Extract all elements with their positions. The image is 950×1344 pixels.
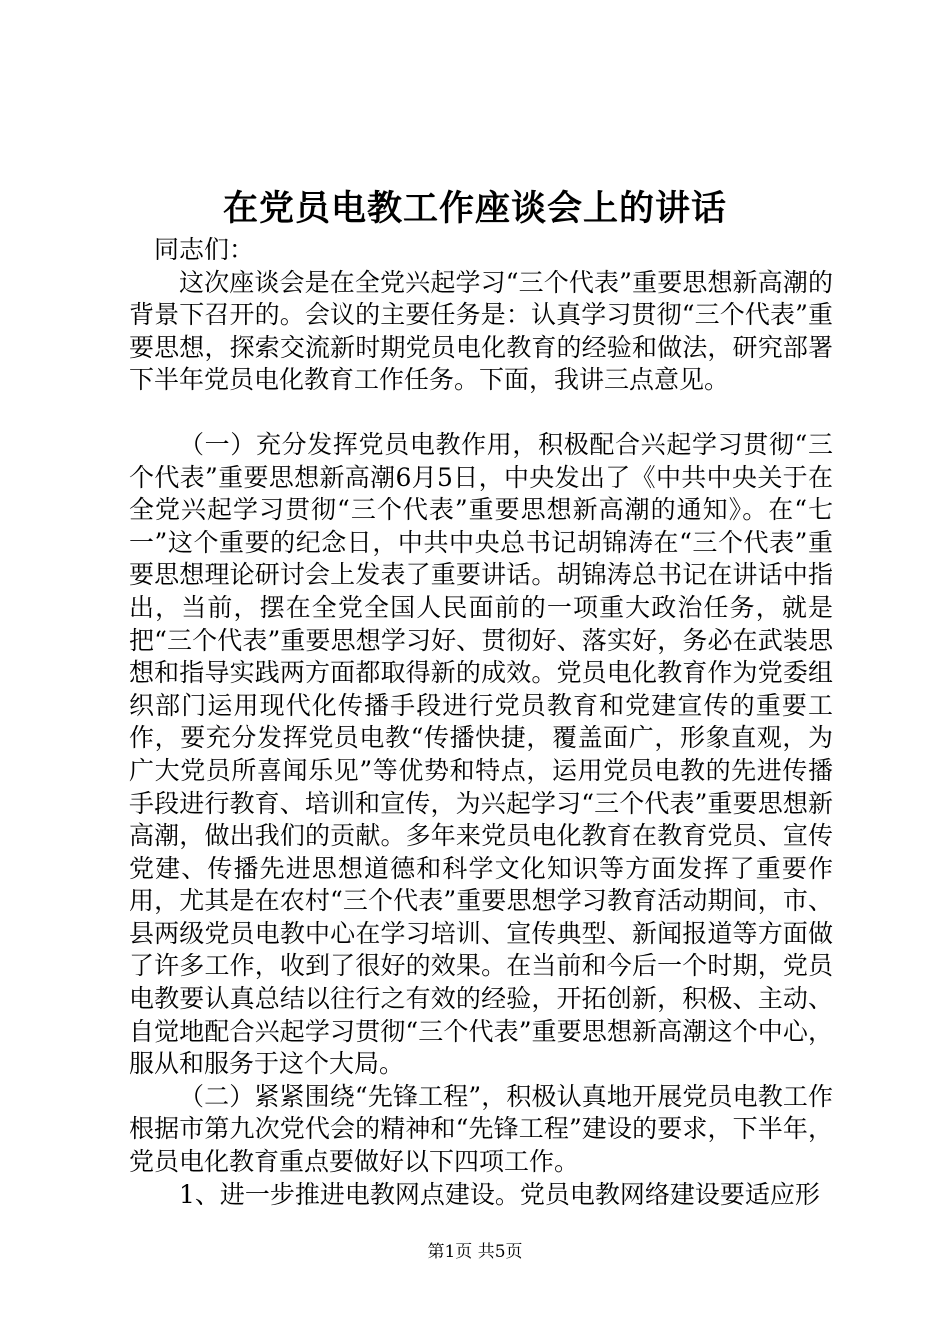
document-body (129, 234, 833, 1211)
salutation: 同志们： (154, 235, 255, 264)
paragraph-section-two: （二）紧紧围绕“先锋工程”，积极认真地开展党员电教工作根据市第九次党代会的精神和“先锋工程”建设的要求，下半年，党员电化教育重点要做好以下四项工作。 (129, 1081, 833, 1177)
paragraph-section-one: （一）充分发挥党员电教作用，积极配合兴起学习贯彻“三个代表”重要思想新高潮6月5日，中央发出了《中共中央关于在全党兴起学习贯彻“三个代表”重要思想新高潮的通知》。在“七一”这个重要的纪念日，中共中央总书记胡锦涛在“三个代表”重要思想理论研讨会上发表了重要讲话。胡锦涛总书记在讲话中指出，当前，摆在全党全国人民面前的一项重大政治任务，就是把“三个代表”重要思想学习好、贯彻好、落实好，务必在武装思想和指导实践两方面都取得新的成效。党员电化教育作为党委组织部门运用现代化传播手段进行党员教育和党建宣传的重要工作，要充分发挥党员电教“传播快捷，覆盖面广，形象直观，为广大党员所喜闻乐见”等优势和特点，运用党员电教的先进传播手段进行教育、培训和宣传，为兴起学习“三个代表”重要思想新高潮，做出我们的贡献。多年来党员电化教育在教育党员、宣传党建、传播先进思想道德和科学文化知识等方面发挥了重要作用，尤其是在农村“三个代表”重要思想学习教育活动期间，市、县两级党员电教中心在学习培训、宣传典型、新闻报道等方面做了许多工作，收到了很好的效果。在当前和今后一个时期，党员电教要认真总结以往行之有效的经验，开拓创新，积极、主动、自觉地配合兴起学习贯彻“三个代表”重要思想新高潮这个中心，服从和服务于这个大局。 (129, 429, 833, 1079)
paragraph-item-one: 1、进一步推进电教网点建设。党员电教网络建设要适应形 (179, 1179, 820, 1209)
paragraph-intro: 这次座谈会是在全党兴起学习“三个代表”重要思想新高潮的背景下召开的。会议的主要任务是：认真学习贯彻“三个代表”重要思想，探索交流新时期党员电化教育的经验和做法，研究部署下半年党员电化教育工作任务。下面，我讲三点意见。 (129, 267, 833, 395)
page-number: 第1页 共5页 (427, 1242, 523, 1262)
document-title: 在党员电教工作座谈会上的讲话 (222, 188, 727, 229)
